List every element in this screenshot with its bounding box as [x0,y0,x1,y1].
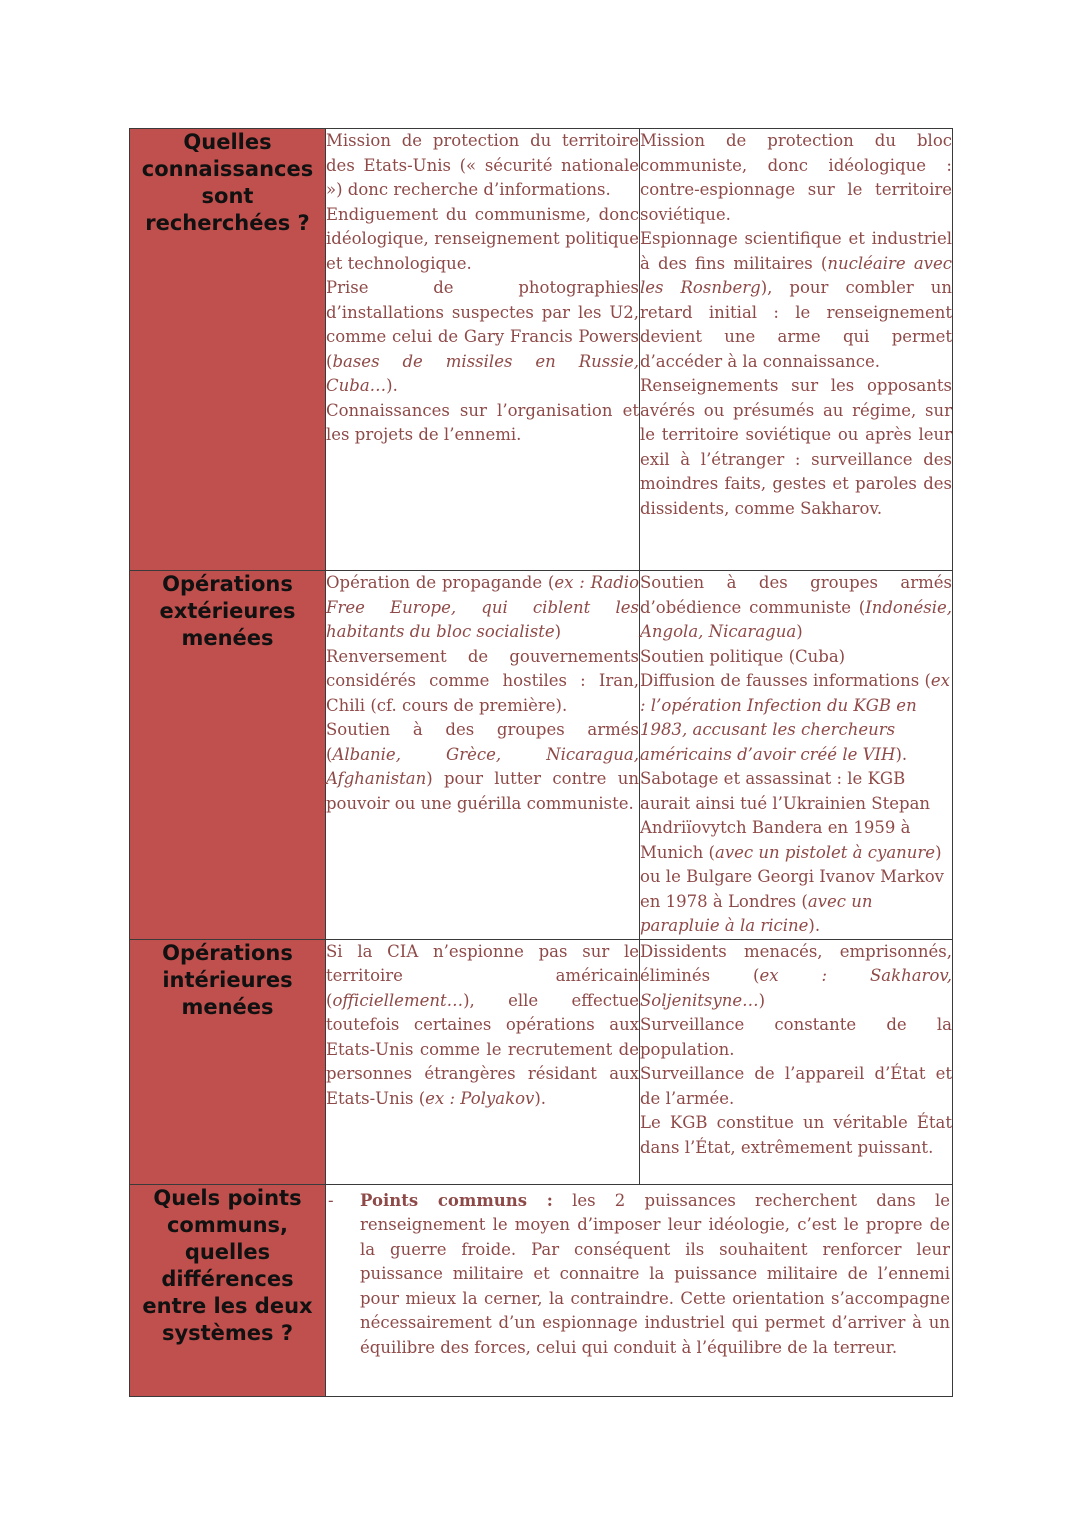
urss-cell [640,571,953,940]
usa-cell [326,939,640,1184]
table-row-summary [130,1184,953,1396]
table-row-external-ops [130,571,953,940]
usa-cell [326,571,640,940]
summary-cell [326,1184,953,1396]
paragraph: Prise de photographies d’installations suspectes par les U2, comme celui de Gary Francis Powers (bases de missiles en Russie, Cuba…). [326,278,639,395]
summary-lead: Points communs : [360,1190,553,1210]
urss-cell [640,129,953,571]
paragraph: Le KGB constitue un véritable État dans l’État, extrêmement puissant. [640,1113,952,1157]
paragraph: Mission de protection du territoire des Etats-Unis (« sécurité nationale ») donc recherche d’informations. [326,131,639,199]
paragraph: Surveillance de l’appareil d’État et de l’armée. [640,1064,952,1108]
bullet-dash: - [328,1190,334,1210]
table-row-knowledge [130,129,953,571]
paragraph: Soutien à des groupes armés d’obédience communiste (Indonésie, Angola, Nicaragua) [640,573,952,641]
paragraph: Si la CIA n’espionne pas sur le territoire américain (officiellement…), elle effectue toutefois certaines opérations aux Etats-Unis comme le recrutement de personnes étrangères résidant aux Etats-Unis (ex : Polyakov). [326,941,639,1108]
summary-text: Points communs : les 2 puissances recherchent dans le renseignement le moyen d’imposer leur idéologie, c’est le propre de la guerre froide. Par conséquent ils souhaitent renforcer leur puissance militaire et connaitre la puissance militaire de l’ennemi pour mieux la cerner, la contraindre. Cette orientation s’accompagne nécessairement d’un espionnage industriel qui permet d’arriver à un équilibre des forces, celui qui conduit à l’équilibre de la terreur. [360,1190,950,1357]
paragraph: Mission de protection du bloc communiste, donc idéologique : contre-espionnage sur le territoire soviétique. [640,131,952,224]
row-header-text: Quels points communs, quelles différences entre les deux systèmes ? [142,1185,313,1345]
row-header-text: Quelles connaissances sont recherchées ? [141,130,314,235]
paragraph: Dissidents menacés, emprisonnés, éliminés (ex : Sakharov, Soljenitsyne…) [640,941,952,1010]
usa-cell [326,129,640,571]
paragraph: Surveillance constante de la population. [640,1015,952,1059]
comparison-table [129,128,953,1397]
paragraph: Opération de propagande (ex : Radio Free Europe, qui ciblent les habitants du bloc socialiste) [326,573,640,641]
paragraph: Connaissances sur l’organisation et les projets de l’ennemi. [326,400,639,444]
urss-cell [640,939,953,1184]
paragraph: Renversement de gouvernements considérés comme hostiles : Iran, Chili (cf. cours de première). [326,646,639,715]
row-header [130,1184,326,1396]
row-header [130,571,326,940]
paragraph: Endiguement du communisme, donc idéologique, renseignement politique et technologique. [326,204,639,273]
paragraph: Soutien à des groupes armés (Albanie, Grèce, Nicaragua, Afghanistan) pour lutter contre un pouvoir ou une guérilla communiste. [326,720,639,813]
row-header-text: Opérations intérieures menées [162,940,293,1019]
paragraph: Sabotage et assassinat : le KGB aurait ainsi tué l’Ukrainien Stepan Andriïovytch Bandera en 1959 à Munich (avec un pistolet à cyanure) ou le Bulgare Georgi Ivanov Markov en 1978 à Londres (avec un parapluie à la ricine). [640,769,944,935]
row-header [130,129,326,571]
paragraph: Renseignements sur les opposants avérés ou présumés au régime, sur le territoire soviétique ou après leur exil à l’étranger : surveillance des moindres faits, gestes et paroles des dissidents, comme Sakharov. [640,376,952,518]
summary-item [326,1185,952,1361]
table-row-internal-ops [130,939,953,1184]
paragraph: Espionnage scientifique et industriel à des fins militaires (nucléaire avec les Rosnberg), pour combler un retard initial : le renseignement devient une arme qui permet d’accéder à la connaissance. [640,229,953,371]
paragraph: Soutien politique (Cuba) [640,646,846,666]
row-header [130,939,326,1184]
row-header-text: Opérations extérieures menées [159,572,296,650]
paragraph: Diffusion de fausses informations (ex : l’opération Infection du KGB en 1983, accusant les chercheurs américains d’avoir créé le VIH). [640,671,950,764]
